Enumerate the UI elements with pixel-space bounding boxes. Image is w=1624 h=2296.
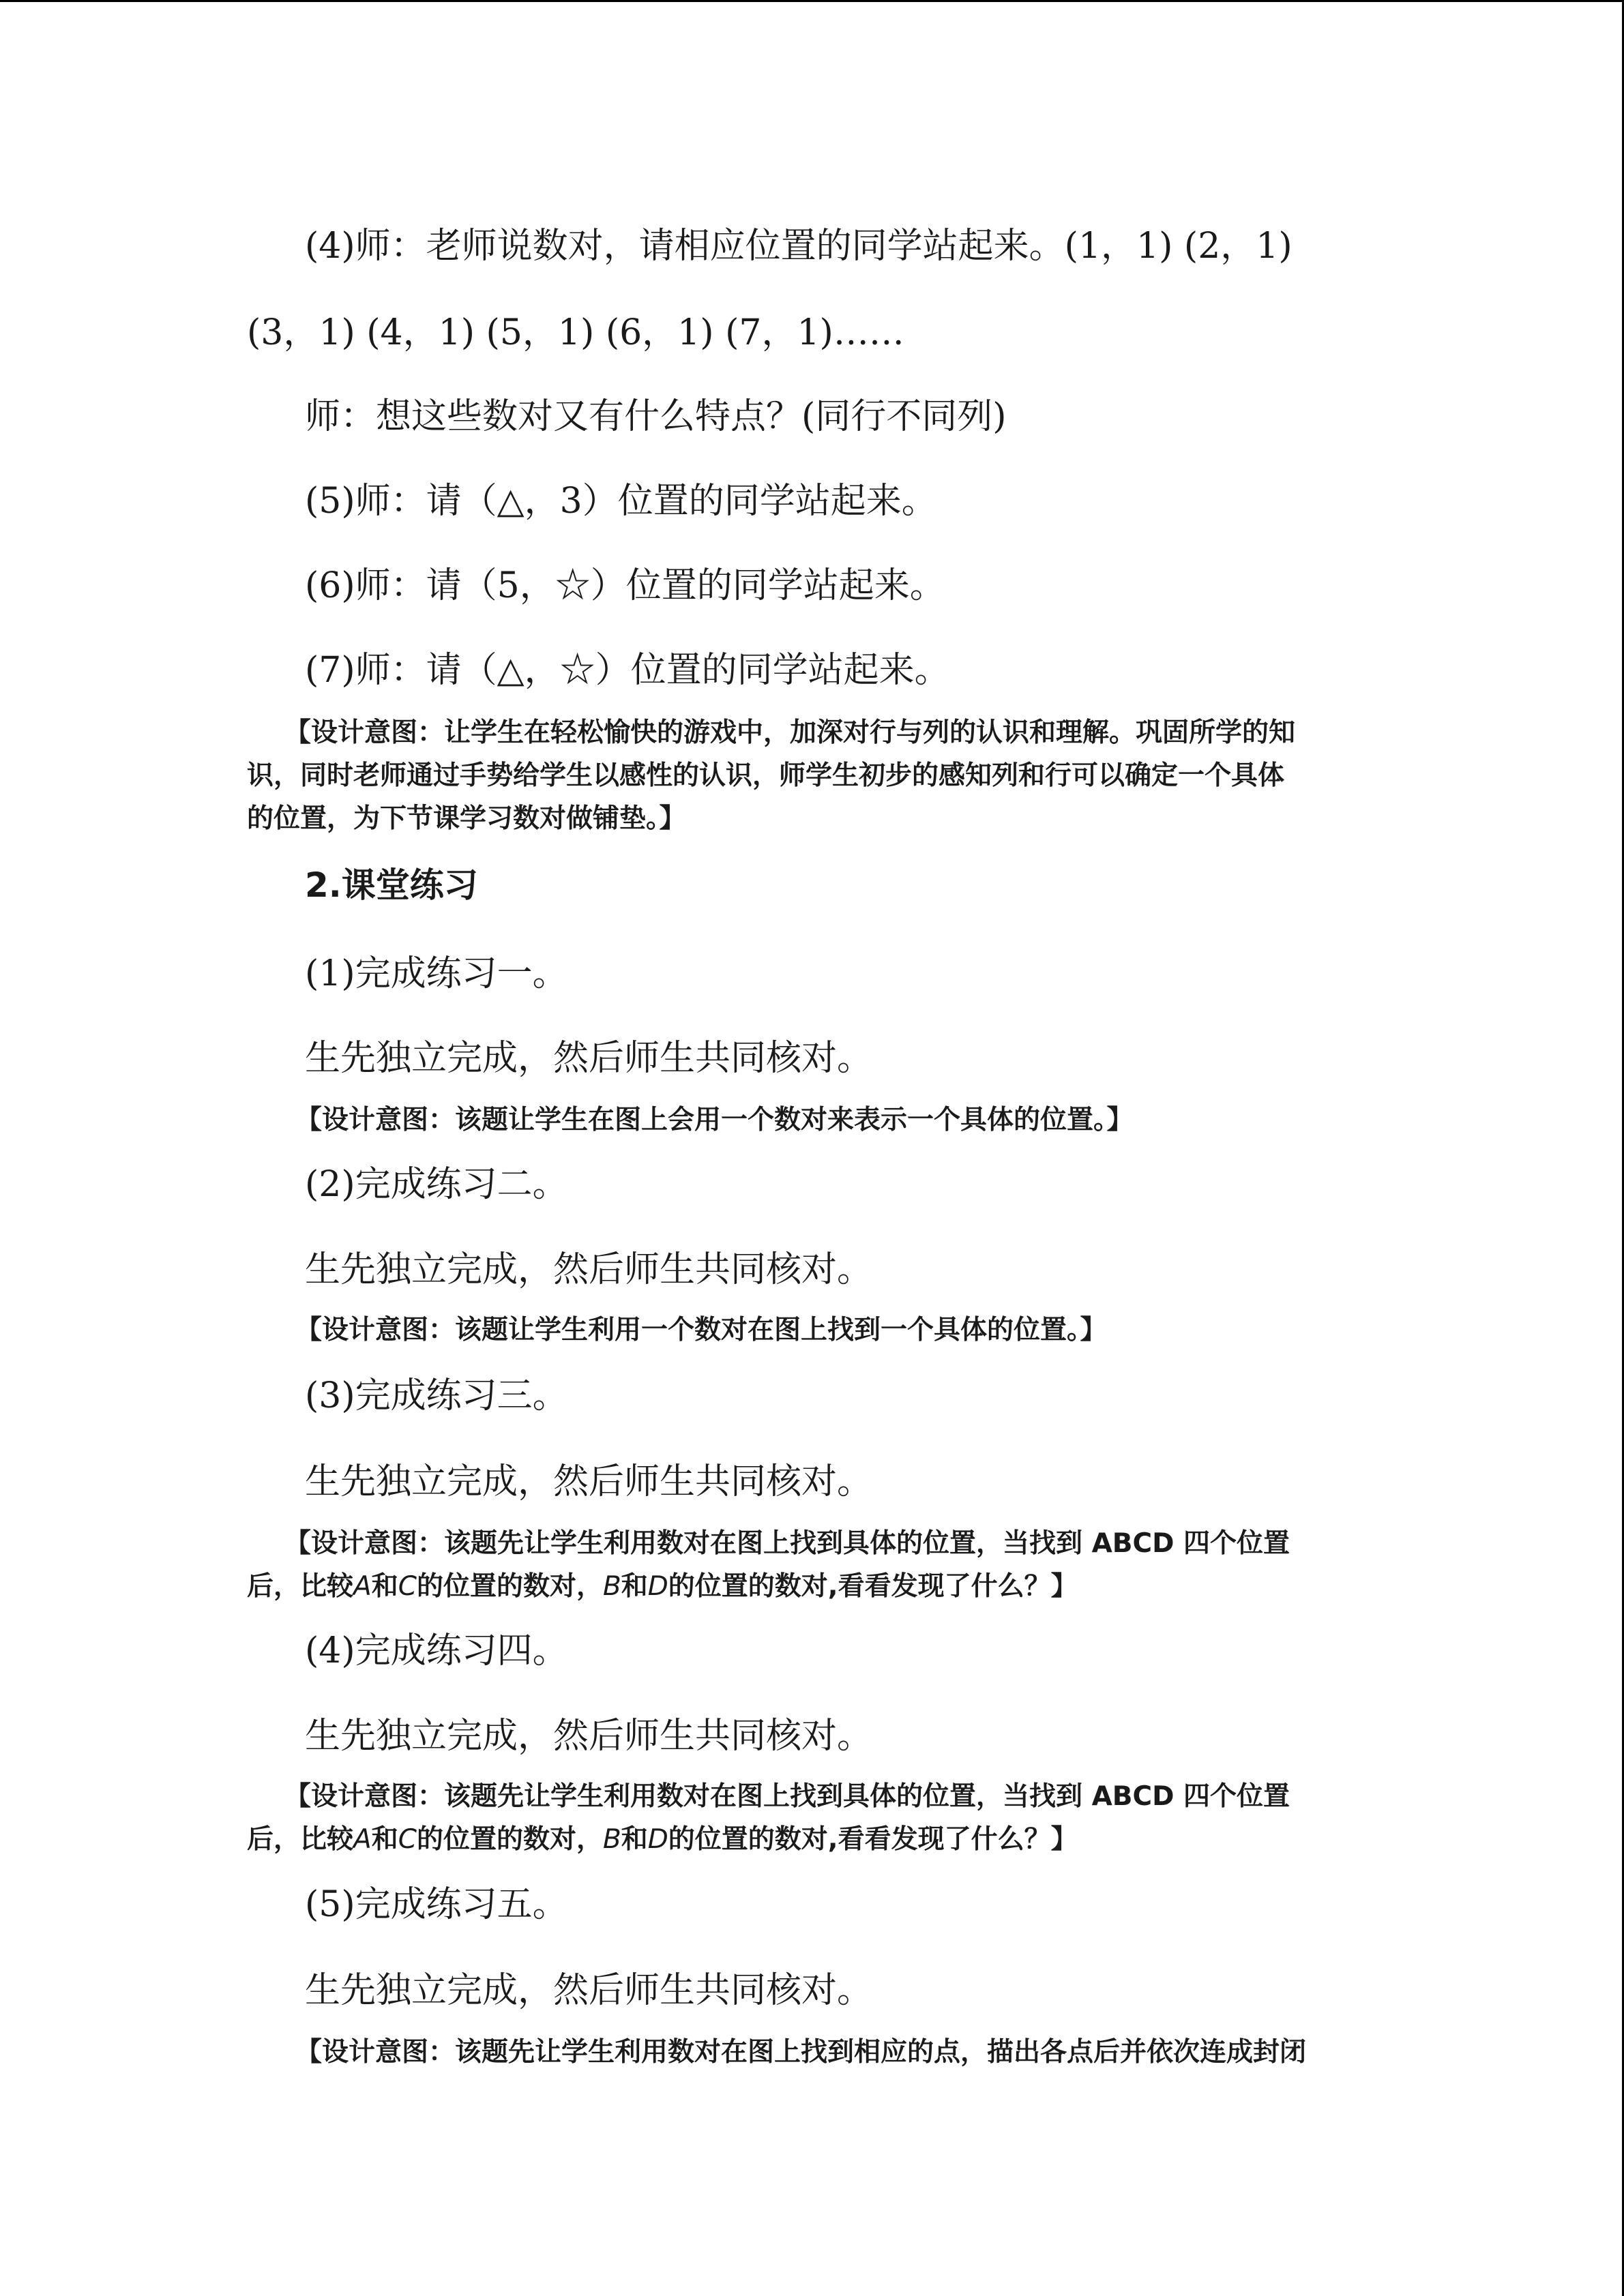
text-line: 生先独立完成，然后师生共同核对。 — [305, 1461, 873, 1502]
design-intent-note: 后，比较A和C的位置的数对，B和D的位置的数对,看看发现了什么？】 — [247, 1571, 1078, 1602]
text-line: (3，1) (4，1) (5，1) (6，1) (7，1)…… — [247, 312, 904, 353]
exercise-line: (4)完成练习四。 — [305, 1630, 568, 1671]
design-intent-note: 识，同时老师通过手势给学生以感性的认识，师学生初步的感知列和行可以确定一个具体 — [247, 760, 1285, 791]
text-line: (6)师：请（5，☆）位置的同学站起来。 — [305, 565, 945, 606]
design-intent-note: 【设计意图：该题先让学生利用数对在图上找到相应的点，描出各点后并依次连成封闭 — [295, 2037, 1307, 2068]
design-intent-note: 【设计意图：让学生在轻松愉快的游戏中，加深对行与列的认识和理解。巩固所学的知 — [284, 717, 1296, 748]
page-border-top — [0, 0, 1624, 2]
text-line: 生先独立完成，然后师生共同核对。 — [305, 1038, 873, 1079]
text-line: (4)师：老师说数对，请相应位置的同学站起来。(1，1) (2，1) — [305, 226, 1293, 267]
text-line: 生先独立完成，然后师生共同核对。 — [305, 1716, 873, 1757]
design-intent-note: 【设计意图：该题让学生在图上会用一个数对来表示一个具体的位置。】 — [295, 1105, 1134, 1135]
text-line: 生先独立完成，然后师生共同核对。 — [305, 1249, 873, 1290]
text-line: (7)师：请（△，☆）位置的同学站起来。 — [305, 650, 950, 691]
text-line: 生先独立完成，然后师生共同核对。 — [305, 1970, 873, 2011]
section-heading: 2.课堂练习 — [305, 865, 478, 905]
text-line: (5)师：请（△，3）位置的同学站起来。 — [305, 481, 937, 522]
text-line: 师：想这些数对又有什么特点？(同行不同列) — [305, 396, 1007, 437]
exercise-line: (5)完成练习五。 — [305, 1884, 568, 1925]
design-intent-note: 的位置，为下节课学习数对做铺垫。】 — [247, 803, 686, 834]
exercise-line: (2)完成练习二。 — [305, 1164, 568, 1205]
design-intent-note: 【设计意图：该题先让学生利用数对在图上找到具体的位置，当找到 ABCD 四个位置 — [284, 1528, 1290, 1559]
exercise-line: (3)完成练习三。 — [305, 1375, 568, 1416]
design-intent-note: 【设计意图：该题先让学生利用数对在图上找到具体的位置，当找到 ABCD 四个位置 — [284, 1781, 1290, 1812]
exercise-line: (1)完成练习一。 — [305, 953, 568, 994]
design-intent-note: 【设计意图：该题让学生利用一个数对在图上找到一个具体的位置。】 — [295, 1315, 1107, 1345]
design-intent-note: 后，比较A和C的位置的数对，B和D的位置的数对,看看发现了什么？】 — [247, 1824, 1078, 1855]
